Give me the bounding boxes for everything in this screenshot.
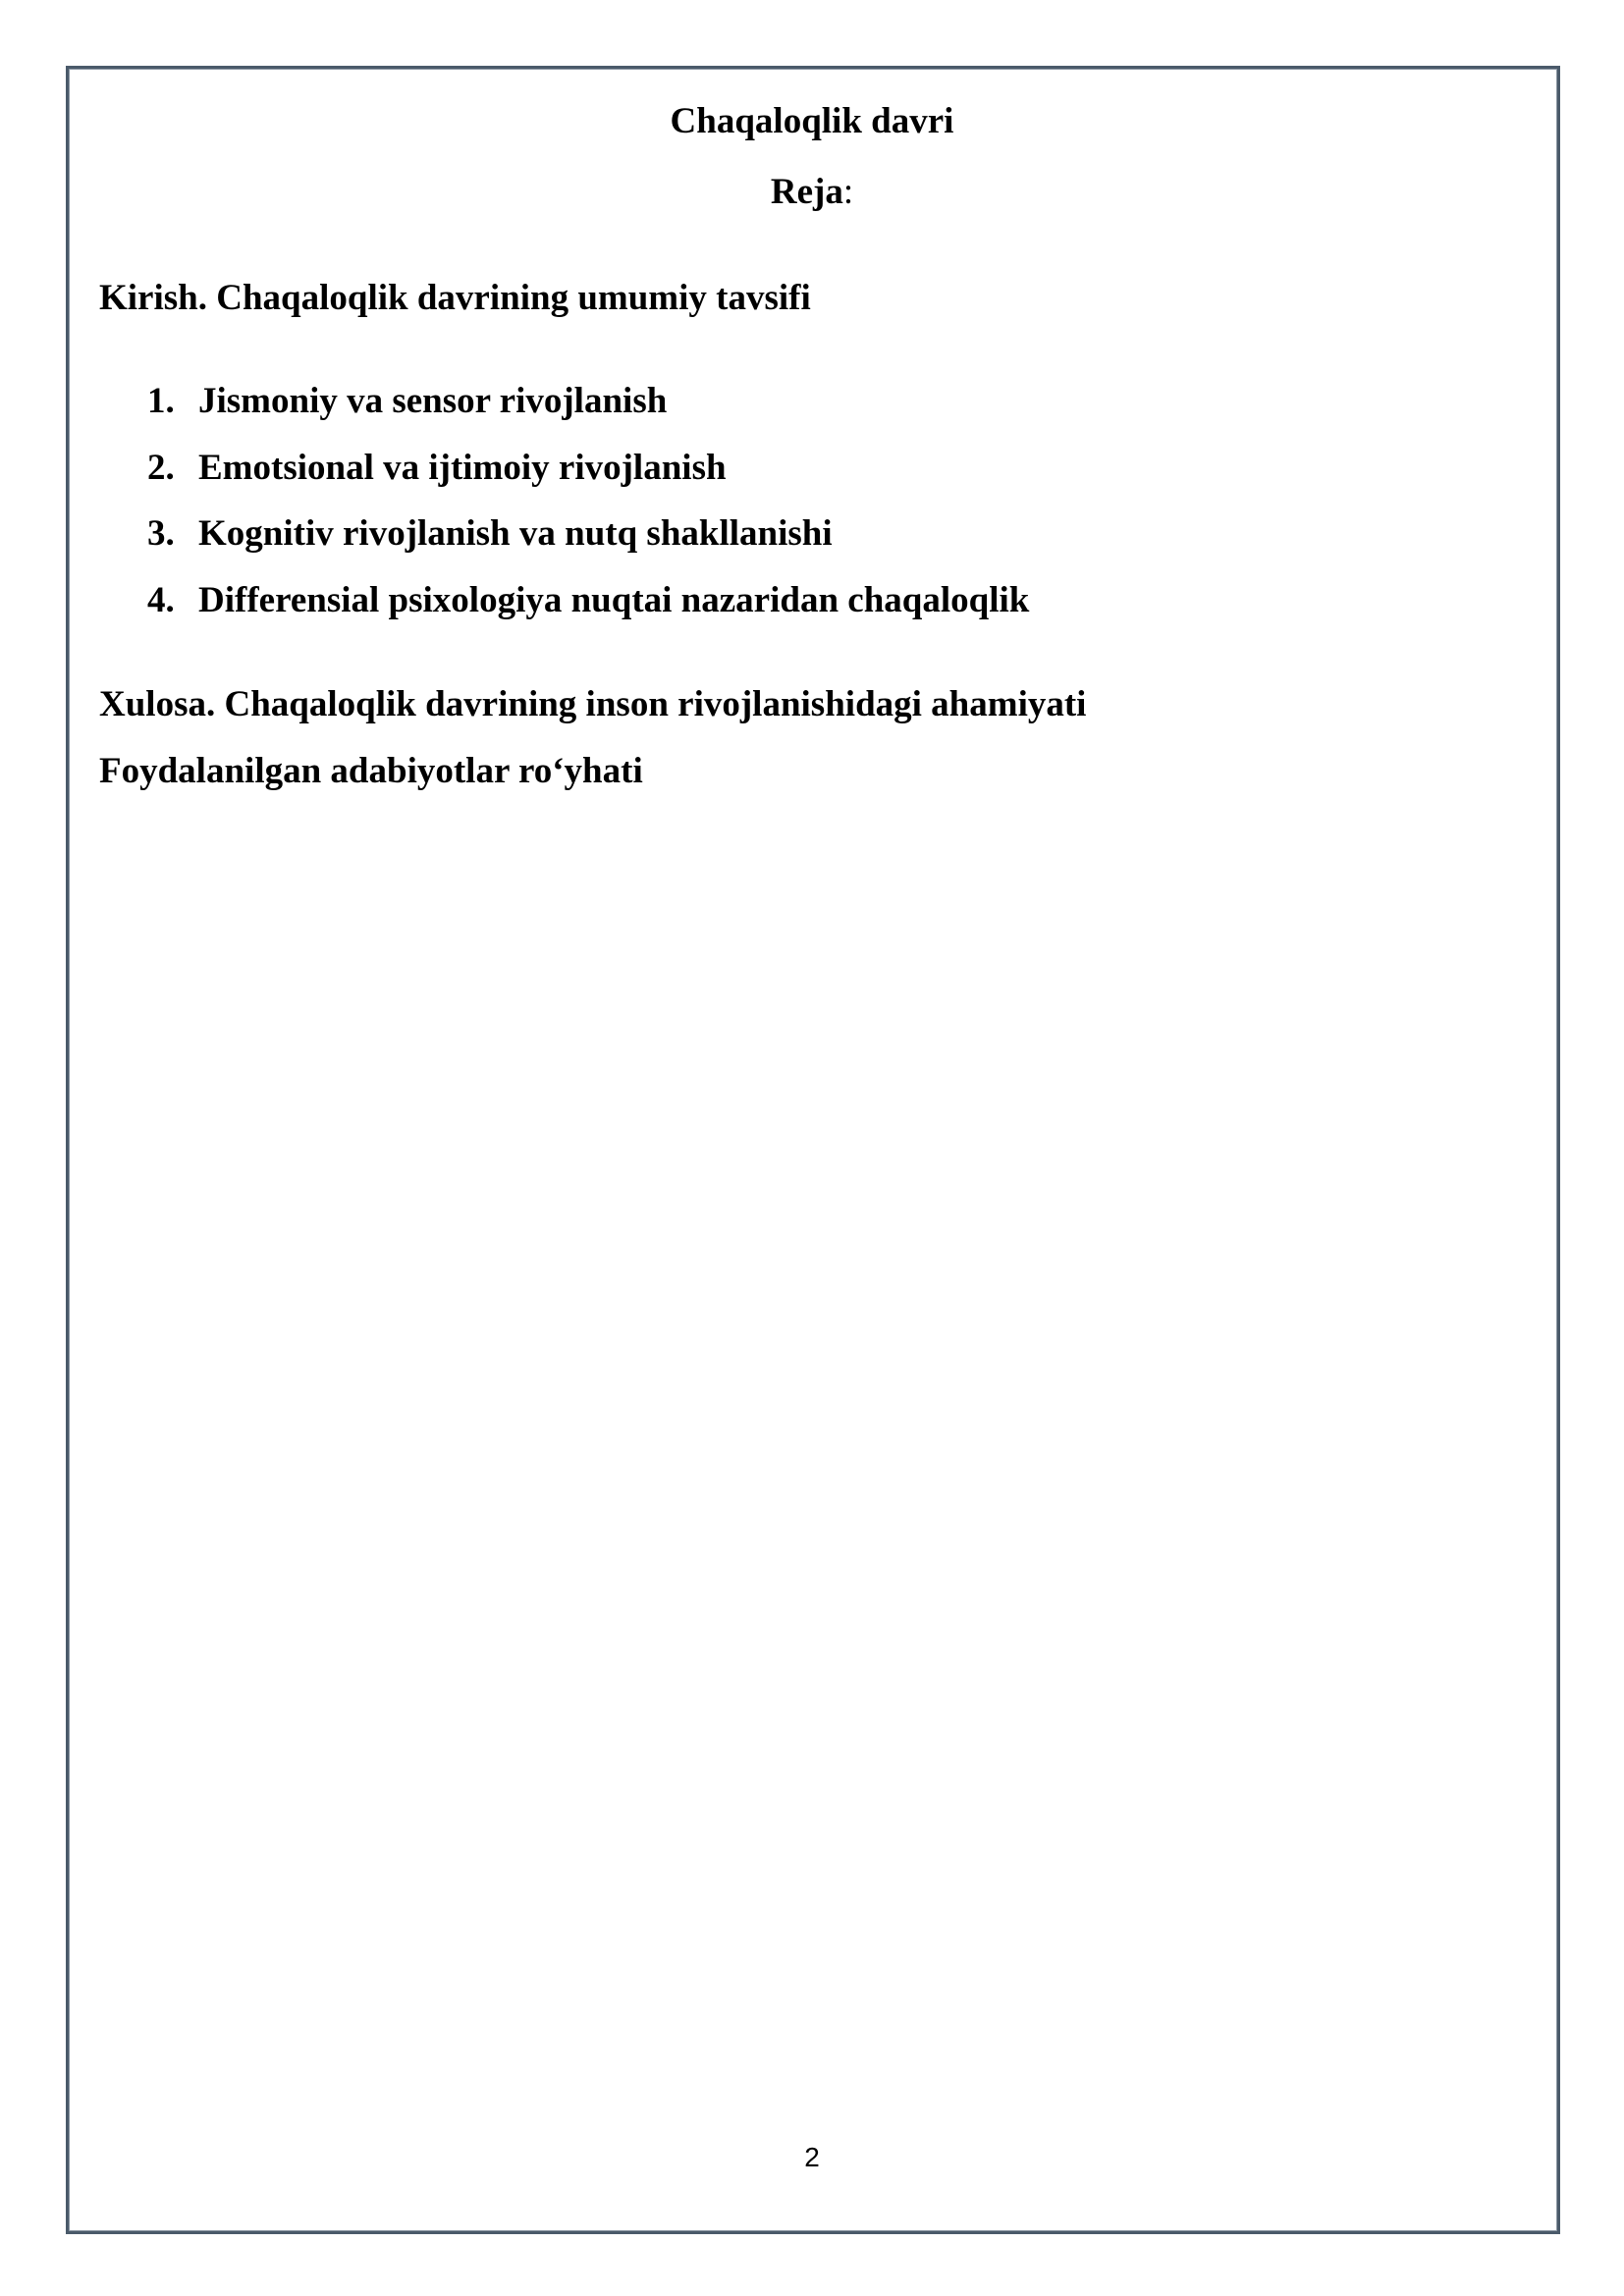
plan-heading-label: Reja [770,172,843,212]
plan-heading-colon: : [842,172,854,212]
plan-item-text: Jismoniy va sensor rivojlanish [198,381,668,421]
plan-item-text: Emotsional va ijtimoiy rivojlanish [198,447,727,488]
plan-item-number: 4. [147,579,175,620]
plan-item-number: 2. [147,447,175,488]
intro-heading: Kirish. Chaqaloqlik davrining umumiy tavsifi [99,278,811,318]
references-heading: Foydalanilgan adabiyotlar ro‘yhati [99,751,643,791]
page-number: 2 [804,2142,820,2172]
plan-item [147,378,1029,445]
plan-heading [0,169,1624,216]
plan-item [147,510,1029,577]
document-title: Chaqaloqlik davri [670,101,954,141]
plan-item-number: 3. [147,513,175,554]
plan-item [147,445,1029,511]
conclusion-heading: Xulosa. Chaqaloqlik davrining inson rivojlanishidagi ahamiyati [99,684,1087,724]
plan-item-text: Differensial psixologiya nuqtai nazaridan chaqaloqlik [198,579,1030,620]
plan-item [147,577,1029,644]
plan-item-text: Kognitiv rivojlanish va nutq shakllanishi [198,513,833,554]
plan-item-number: 1. [147,381,175,421]
plan-list [147,378,1029,643]
